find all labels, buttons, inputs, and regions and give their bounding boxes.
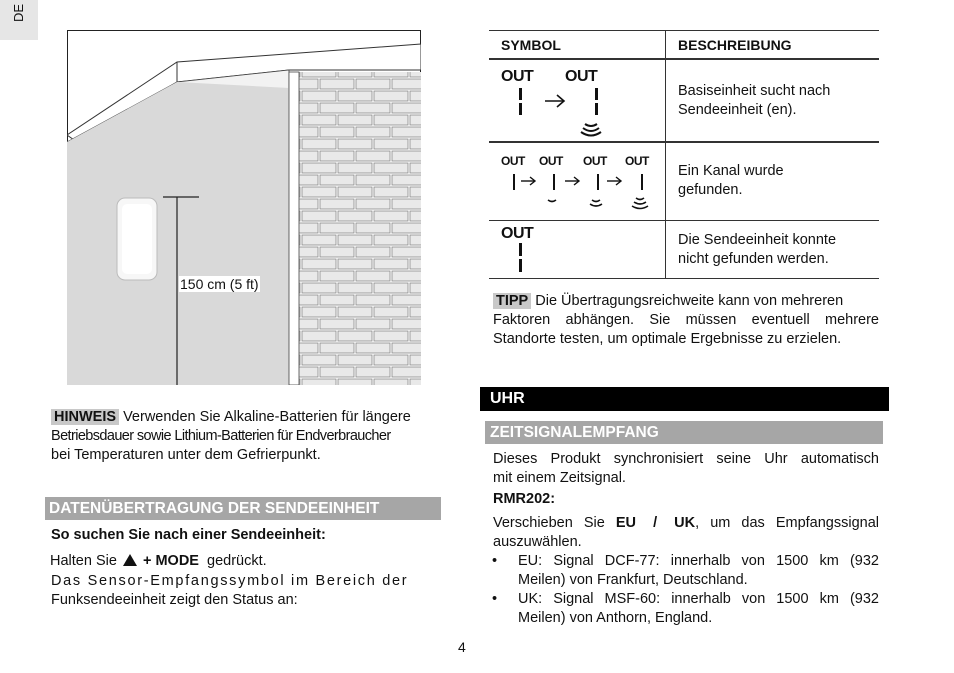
row3-description (678, 231, 836, 269)
hinweis-tag: HINWEIS (51, 409, 119, 425)
row2-desc-line1: Ein Kanal wurde (678, 163, 784, 179)
table-row (501, 154, 661, 216)
tipp-line2: Faktoren abhängen. Sie müssen eventuell mehrere (493, 312, 879, 328)
row3-desc-line2: nicht gefunden werden. (678, 251, 829, 267)
language-tab (0, 0, 38, 40)
row2-description (678, 162, 784, 200)
row1-desc-line2: Sendeeinheit (en). (678, 102, 797, 118)
tipp-line1: Die Übertragungsreichweite kann von mehreren (535, 293, 844, 309)
row2-desc-line2: gefunden. (678, 182, 743, 198)
step-key: + MODE (142, 553, 199, 569)
intro-paragraph (493, 450, 879, 488)
channel-found-icon (501, 168, 661, 212)
out-label: OUT (501, 154, 525, 168)
row1-description (678, 82, 830, 120)
signal-list (490, 552, 879, 628)
step-suffix: gedrückt. (207, 553, 267, 569)
intro-line2: mit einem Zeitsignal. (493, 470, 626, 486)
bullet2-line2: Meilen) von Anthorn, England. (518, 610, 713, 626)
out-label: OUT (583, 154, 607, 168)
row3-desc-line1: Die Sendeeinheit konnte (678, 232, 837, 248)
tipp-note (493, 292, 879, 349)
bullet2-line1: UK: Signal MSF-60: innerhalb von 1500 km (932 (518, 591, 879, 607)
shift-line2: auszuwählen. (493, 534, 582, 550)
wall-illustration (67, 30, 421, 385)
hinweis-line3: bei Temperaturen unter dem Gefrierpunkt. (51, 447, 321, 463)
bullet-icon: • (492, 591, 498, 607)
table-row (501, 68, 661, 140)
hinweis-line1: Verwenden Sie Alkaline-Batterien für längere (123, 409, 411, 425)
installation-illustration (67, 30, 421, 385)
section-subtitle: So suchen Sie nach einer Sendeeinheit: (51, 527, 326, 543)
bullet1-line1: EU: Signal DCF-77: innerhalb von 1500 km (932 (518, 553, 879, 569)
out-label: OUT (625, 154, 649, 168)
shift-paragraph (493, 514, 879, 552)
step-description (51, 572, 439, 610)
not-found-icon (501, 241, 561, 275)
table-header-symbol: SYMBOL (501, 37, 561, 53)
table-row (501, 225, 661, 275)
list-item (490, 590, 879, 628)
height-label: 150 cm (5 ft) (180, 276, 259, 292)
list-item (490, 552, 879, 590)
page-number: 4 (458, 639, 466, 655)
tipp-line3: Standorte testen, um optimale Ergebnisse zu erzielen. (493, 331, 842, 347)
tipp-tag: TIPP (493, 293, 531, 309)
searching-signal-icon (501, 84, 651, 140)
shift-suffix: , um das Empfangssignal (695, 515, 880, 531)
desc-line2: Funksendeeinheit zeigt den Status an: (51, 592, 298, 608)
shift-line1 (493, 514, 879, 533)
bullet1-line2: Meilen) von Frankfurt, Deutschland. (518, 572, 748, 588)
hinweis-line2: Betriebsdauer sowie Lithium-Batterien für Endverbraucher (51, 428, 391, 444)
shift-key: EU / UK (615, 515, 696, 531)
section-title-transmission: DATENÜBERTRAGUNG DER SENDEEINHEIT (45, 497, 441, 520)
table-header-description: BESCHREIBUNG (678, 37, 792, 53)
out-label: OUT (501, 225, 534, 242)
row1-desc-line1: Basiseinheit sucht nach (678, 83, 831, 99)
section-bar-uhr: UHR (480, 387, 889, 411)
step-prefix: Halten Sie (50, 553, 117, 569)
intro-line1: Dieses Produkt synchronisiert seine Uhr automatisch (493, 451, 879, 467)
desc-line1: Das Sensor-Empfangssymbol im Bereich der (51, 573, 409, 589)
hinweis-note (51, 408, 441, 465)
model-label: RMR202: (493, 491, 556, 507)
shift-prefix: Verschieben Sie (493, 515, 605, 531)
bullet-icon: • (492, 553, 498, 569)
section-title-time-signal: ZEITSIGNALEMPFANG (485, 421, 883, 444)
language-label: DE (11, 3, 26, 22)
step-instruction (50, 553, 267, 569)
out-label: OUT (565, 68, 598, 85)
up-arrow-icon (123, 554, 137, 566)
out-label: OUT (539, 154, 563, 168)
out-label: OUT (501, 68, 534, 85)
status-symbol-table (489, 30, 879, 280)
